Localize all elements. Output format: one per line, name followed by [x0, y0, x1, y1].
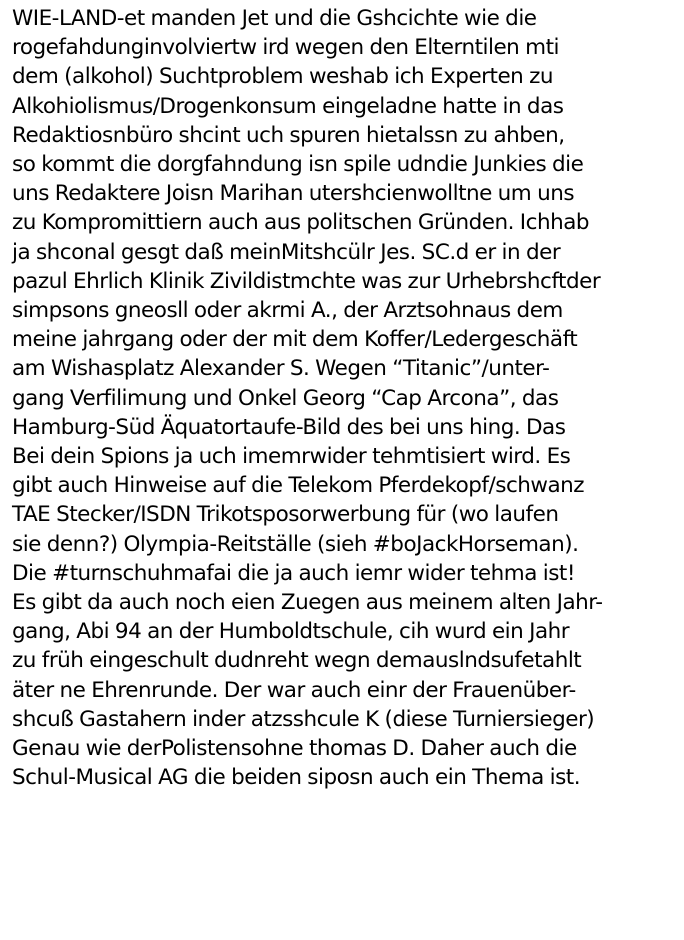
text-line-12: meine jahrgang oder der mit dem Koffer/Ledergeschäft: [12, 327, 578, 353]
text-line-19: sie denn?) Olympia-Reitställe (sieh #boJackHorseman).: [12, 531, 579, 557]
text-line-14: gang Verfilimung und Onkel Georg “Cap Arcona”, das: [12, 385, 559, 411]
text-line-26: Genau wie derPolistensohne thomas D. Daher auch die: [12, 736, 577, 762]
text-line-7: uns Redaktere Joisn Marihan utershcienwolltne um uns: [12, 181, 575, 207]
text-line-1: WIE-LAND-et manden Jet und die Gshcichte wie die: [12, 6, 537, 31]
text-line-5: Redaktiosnbüro shcint uch spuren hietalssn zu ahben,: [12, 122, 565, 148]
text-line-25: shcuß Gastahern inder atzsshcule K (diese Turniersieger): [12, 706, 595, 732]
text-line-4: Alkohiolismus/Drogenkonsum eingeladne hatte in das: [12, 93, 564, 119]
text-line-17: gibt auch Hinweise auf die Telekom Pferdekopf/schwanz: [12, 473, 585, 499]
text-line-16: Bei dein Spions ja uch imemrwider tehmtisiert wird. Es: [12, 444, 571, 470]
text-line-11: simpsons gneosll oder akrmi A., der Arztsohnaus dem: [12, 298, 563, 324]
text-line-20: Die #turnschuhmafai die ja auch iemr wider tehma ist!: [12, 560, 575, 586]
text-line-21: Es gibt da auch noch eien Zuegen aus meinem alten Jahr-: [12, 590, 603, 616]
text-line-10: pazul Ehrlich Klinik Zivildistmchte was zur Urhebrshcftder: [12, 268, 601, 294]
text-line-8: zu Kompromittiern auch aus politschen Gründen. Ichhab: [12, 210, 590, 236]
text-line-23: zu früh eingeschult dudnreht wegn demauslndsufetahlt: [12, 648, 582, 674]
text-line-3: dem (alkohol) Suchtproblem weshab ich Experten zu: [12, 64, 554, 90]
text-line-9: ja shconal gesgt daß meinMitshcülr Jes. SC.d er in der: [12, 239, 561, 265]
text-line-15: Hamburg-Süd Äquatortaufe-Bild des bei uns hing. Das: [12, 414, 566, 440]
text-line-27: Schul-Musical AG die beiden siposn auch ein Thema ist.: [12, 765, 581, 791]
text-line-18: TAE Stecker/ISDN Trikotsposorwerbung für (wo laufen: [12, 502, 559, 528]
text-line-24: äter ne Ehrenrunde. Der war auch einr der Frauenüber-: [12, 677, 576, 703]
text-line-2: rogefahdunginvolviertw ird wegen den Elterntilen mti: [12, 35, 559, 61]
text-line-6: so kommt die dorgfahndung isn spile udndie Junkies die: [12, 152, 584, 178]
body-text: [12, 4, 680, 792]
text-line-22: gang, Abi 94 an der Humboldtschule, cih wurd ein Jahr: [12, 619, 570, 645]
text-line-13: am Wishasplatz Alexander S. Wegen “Titanic”/unter-: [12, 356, 550, 382]
